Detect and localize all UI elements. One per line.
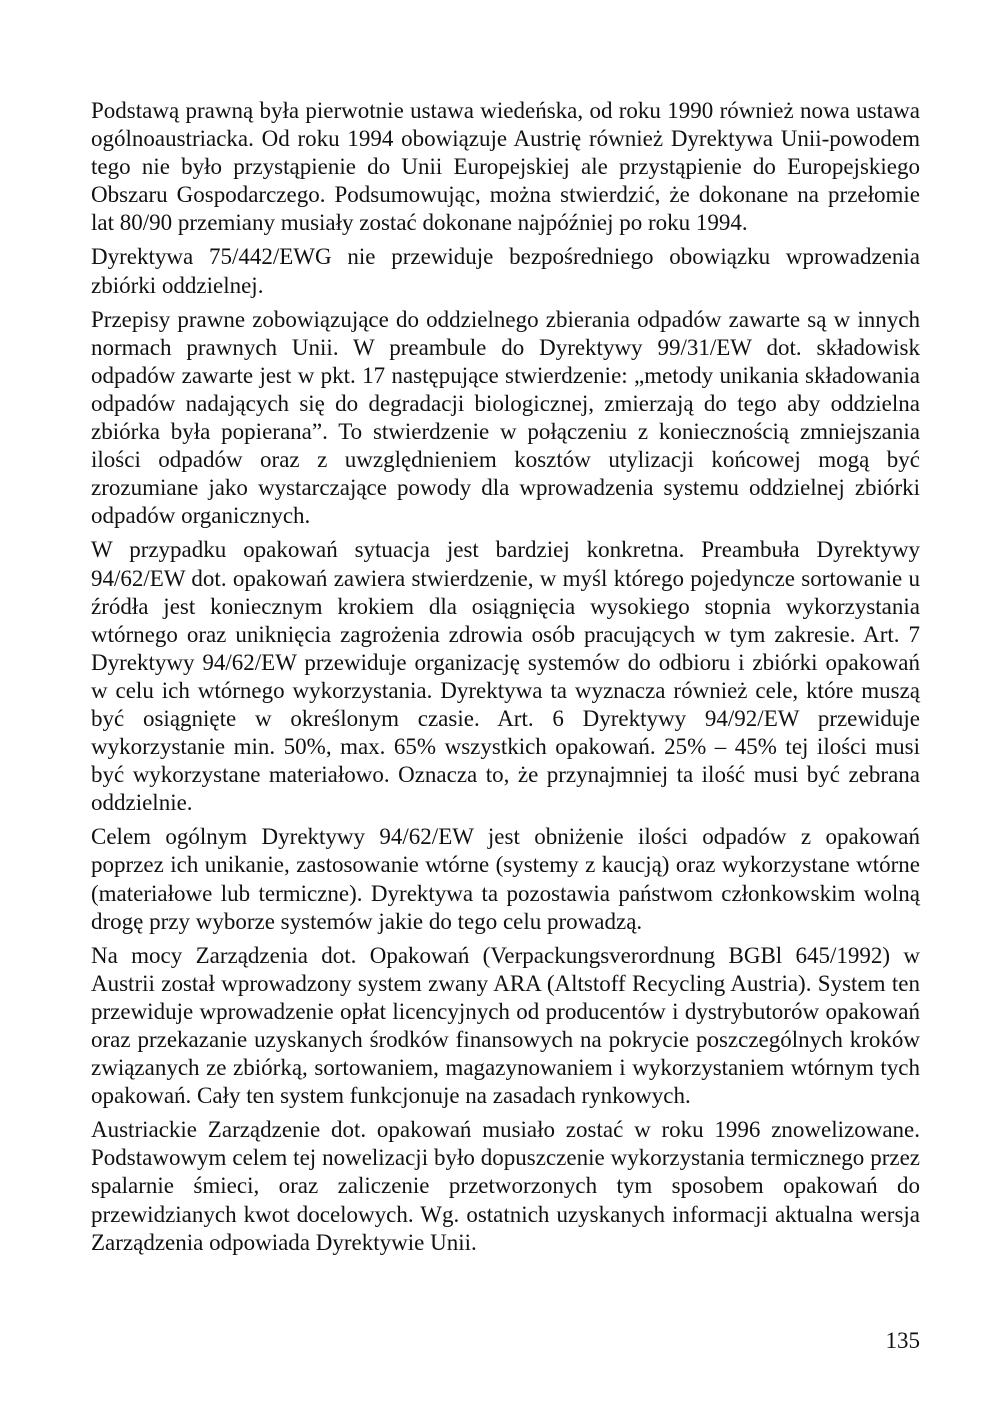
paragraph-separate-collection: Przepisy prawne zobowiązujące do oddzielnego zbierania odpadów zawarte są w innych normach prawnych Unii. W preambule do Dyrektywy 99/31/EW dot. składowisk odpadów zawarte jest w pkt. 17 następujące stwierdzenie: „metody unikania składowania odpadów nadających się do degradacji biologicznej, zmierzają do tego aby oddzielna zbiórka była popierana”. To stwierdzenie w połączeniu z koniecznością zmniejszania ilości odpadów oraz z uwzględnieniem kosztów utylizacji końcowej mogą być zrozumiane jako wystarczające powody dla wprowadzenia systemu oddzielnej zbiórki odpadów organicznych. <box>91 306 920 529</box>
paragraph-amendment-1996: Austriackie Zarządzenie dot. opakowań musiało zostać w roku 1996 znowelizowane. Podstawowym celem tej nowelizacji było dopuszczenie wykorzystania termicznego przez spalarnie śmieci, oraz zaliczenie przetworzonych tym sposobem opakowań do przewidzianych kwot docelowych. Wg. ostatnich uzyskanych informacji aktualna wersja Zarządzenia odpowiada Dyrektywie Unii. <box>91 1117 920 1255</box>
body-text <box>91 97 920 1263</box>
page-number: 135 <box>885 1328 920 1353</box>
paragraph-general-goal: Celem ogólnym Dyrektywy 94/62/EW jest obniżenie ilości odpadów z opakowań poprzez ich unikanie, zastosowanie wtórne (systemy z kaucją) oraz wykorzystane wtórne (materiałowe lub termiczne). Dyrektywa ta pozostawia państwom członkowskim wolną drogę przy wyborze systemów jakie do tego celu prowadzą. <box>91 824 920 934</box>
paragraph-directive-75-442: Dyrektywa 75/442/EWG nie przewiduje bezpośredniego obowiązku wprowadzenia zbiórki oddzielnej. <box>91 244 920 298</box>
paragraph-packaging: W przypadku opakowań sytuacja jest bardziej konkretna. Preambuła Dyrektywy 94/62/EW dot. opakowań zawiera stwierdzenie, w myśl którego pojedyncze sortowanie u źródła jest koniecznym krokiem dla osiągnięcia wysokiego stopnia wykorzystania wtórnego oraz uniknięcia zagrożenia zdrowia osób pracujących w tym zakresie. Art. 7 Dyrektywy 94/62/EW przewiduje organizację systemów do odbioru i zbiórki opakowań w celu ich wtórnego wykorzystania. Dyrektywa ta wyznacza również cele, które muszą być osiągnięte w określonym czasie. Art. 6 Dyrektywy 94/92/EW przewiduje wykorzystanie min. 50%, max. 65% wszystkich opakowań. 25% – 45% tej ilości musi być wykorzystane materiałowo. Oznacza to, że przynajmniej ta ilość musi być zebrana oddzielnie. <box>91 537 920 816</box>
paragraph-ara-system: Na mocy Zarządzenia dot. Opakowań (Verpackungsverordnung BGBl 645/1992) w Austrii został wprowadzony system zwany ARA (Altstoff Recycling Austria). System ten przewiduje wprowadzenie opłat licencyjnych od producentów i dystrybutorów opakowań oraz przekazanie uzyskanych środków finansowych na pokrycie poszczególnych kroków związanych ze zbiórką, sortowaniem, magazynowaniem i wykorzystaniem wtórnym tych opakowań. Cały ten system funkcjonuje na zasadach rynkowych. <box>91 942 920 1109</box>
paragraph-legal-basis: Podstawą prawną była pierwotnie ustawa wiedeńska, od roku 1990 również nowa ustawa ogólnoaustriacka. Od roku 1994 obowiązuje Austrię również Dyrektywa Unii-powodem tego nie było przystąpienie do Unii Europejskiej ale przystąpienie do Europejskiego Obszaru Gospodarczego. Podsumowując, można stwierdzić, że dokonane na przełomie lat 80/90 przemiany musiały zostać dokonane najpóźniej po roku 1994. <box>91 98 920 236</box>
